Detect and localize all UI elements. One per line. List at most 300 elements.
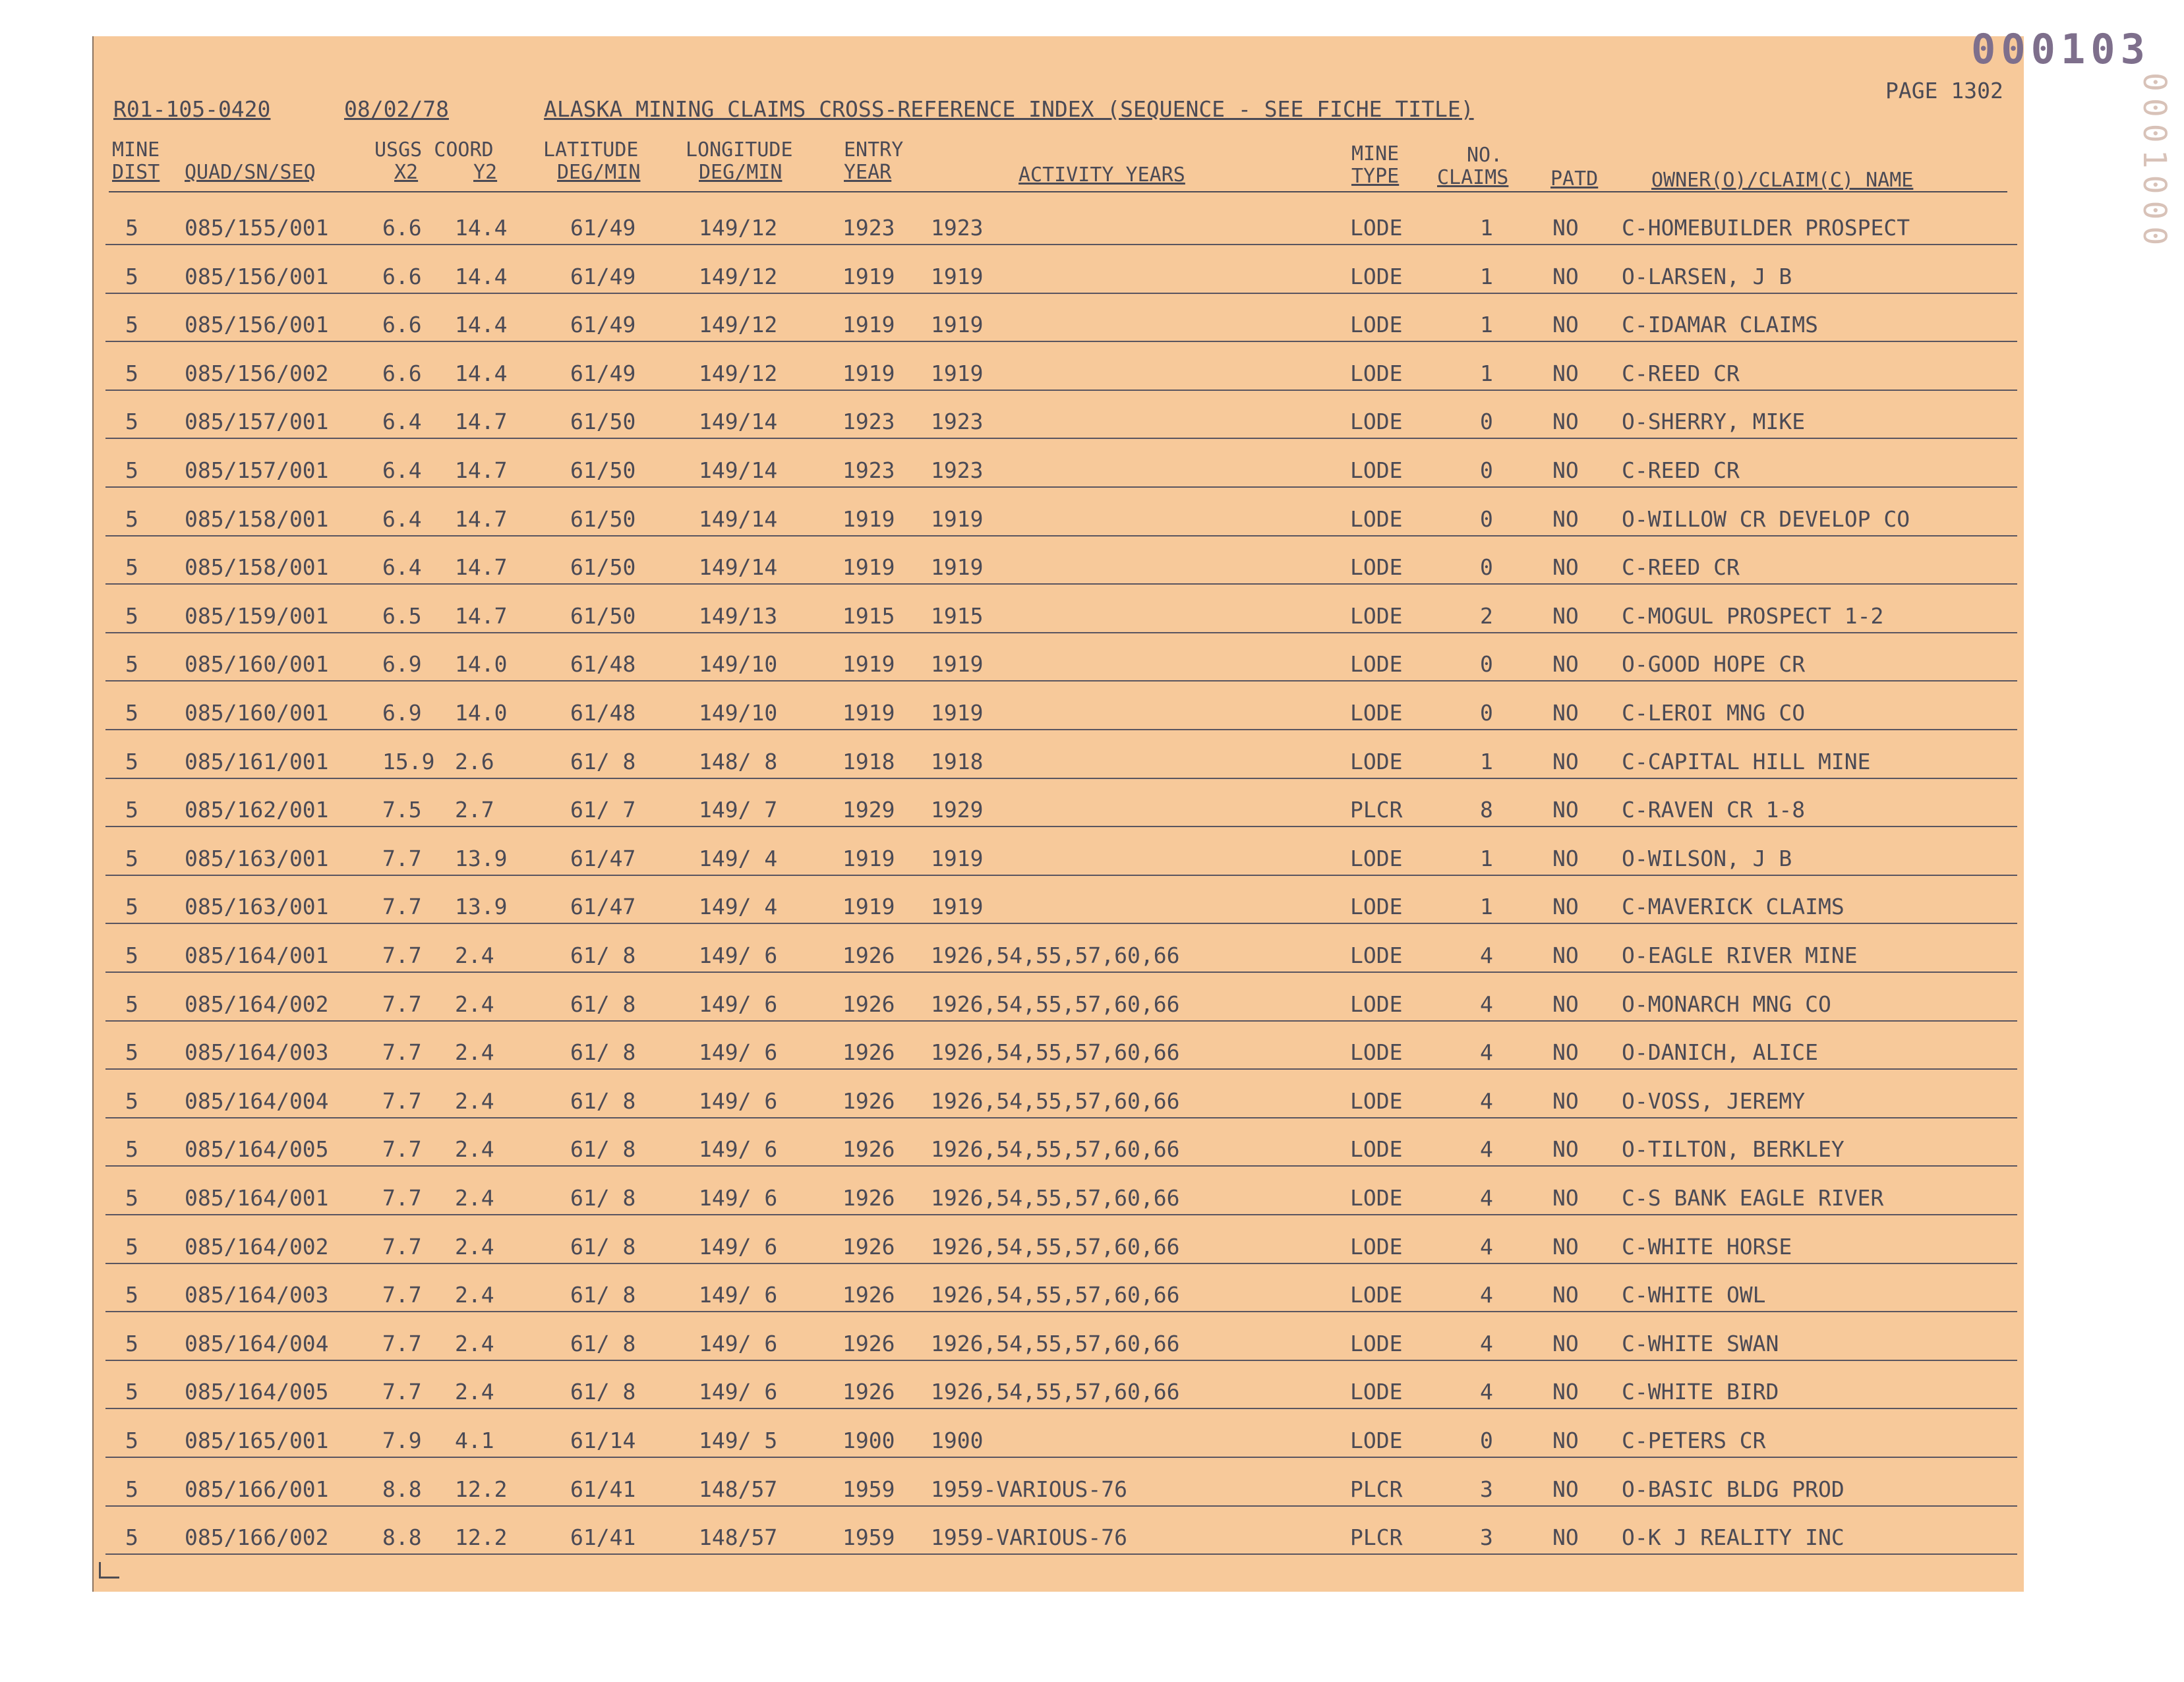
usgs-y2-cell: 4.1 bbox=[455, 1428, 494, 1453]
col-header-lon-unit: DEG/MIN bbox=[699, 161, 782, 184]
row-rule bbox=[105, 583, 2017, 585]
dist-cell: 5 bbox=[125, 215, 138, 241]
owner-claim-name-cell: O-MONARCH MNG CO bbox=[1622, 991, 1831, 1017]
claims-count-cell: 1 bbox=[1480, 215, 1493, 241]
activity-years-cell: 1919 bbox=[931, 360, 984, 386]
row-rule bbox=[105, 438, 2017, 439]
dist-cell: 5 bbox=[125, 748, 138, 774]
claims-count-cell: 1 bbox=[1480, 748, 1493, 774]
latitude-cell: 61/47 bbox=[570, 845, 636, 871]
dist-cell: 5 bbox=[125, 1282, 138, 1308]
owner-claim-name-cell: O-SHERRY, MIKE bbox=[1622, 409, 1806, 435]
longitude-cell: 149/12 bbox=[699, 312, 778, 338]
mine-type-cell: LODE bbox=[1350, 1185, 1403, 1211]
mine-type-cell: LODE bbox=[1350, 748, 1403, 774]
usgs-y2-cell: 2.4 bbox=[455, 1330, 494, 1356]
usgs-y2-cell: 2.4 bbox=[455, 942, 494, 968]
latitude-cell: 61/ 8 bbox=[570, 1330, 636, 1356]
entry-year-cell: 1919 bbox=[842, 263, 895, 289]
quad-sn-seq-cell: 085/164/002 bbox=[185, 991, 329, 1017]
usgs-x2-cell: 6.9 bbox=[382, 700, 422, 726]
claims-count-cell: 0 bbox=[1480, 457, 1493, 483]
entry-year-cell: 1959 bbox=[842, 1476, 895, 1502]
quad-sn-seq-cell: 085/166/001 bbox=[185, 1476, 329, 1502]
usgs-x2-cell: 6.9 bbox=[382, 651, 422, 678]
latitude-cell: 61/49 bbox=[570, 360, 636, 386]
owner-claim-name-cell: C-REED CR bbox=[1622, 554, 1740, 581]
mine-type-cell: LODE bbox=[1350, 700, 1403, 726]
claims-count-cell: 0 bbox=[1480, 506, 1493, 532]
col-header-no: NO. bbox=[1467, 144, 1503, 167]
mine-type-cell: LODE bbox=[1350, 894, 1403, 920]
usgs-y2-cell: 2.7 bbox=[455, 797, 494, 823]
owner-claim-name-cell: O-GOOD HOPE CR bbox=[1622, 651, 1806, 678]
usgs-y2-cell: 2.4 bbox=[455, 1233, 494, 1260]
row-rule bbox=[105, 923, 2017, 924]
usgs-y2-cell: 2.4 bbox=[455, 1185, 494, 1211]
claims-count-cell: 1 bbox=[1480, 360, 1493, 386]
entry-year-cell: 1915 bbox=[842, 602, 895, 629]
table-row bbox=[0, 1270, 2184, 1319]
row-rule bbox=[105, 486, 2017, 488]
col-header-latitude: LATITUDE bbox=[543, 138, 639, 161]
patented-cell: NO bbox=[1552, 1233, 1579, 1260]
table-row bbox=[0, 1124, 2184, 1173]
patented-cell: NO bbox=[1552, 312, 1579, 338]
claims-count-cell: 0 bbox=[1480, 1428, 1493, 1453]
longitude-cell: 149/14 bbox=[699, 409, 778, 435]
activity-years-cell: 1923 bbox=[931, 215, 984, 241]
usgs-x2-cell: 6.4 bbox=[382, 457, 422, 483]
activity-years-cell: 1959-VARIOUS-76 bbox=[931, 1524, 1128, 1551]
quad-sn-seq-cell: 085/157/001 bbox=[185, 409, 329, 435]
patented-cell: NO bbox=[1552, 797, 1579, 823]
claims-count-cell: 4 bbox=[1480, 1233, 1493, 1260]
longitude-cell: 149/ 6 bbox=[699, 942, 778, 968]
quad-sn-seq-cell: 085/157/001 bbox=[185, 457, 329, 483]
patented-cell: NO bbox=[1552, 506, 1579, 532]
row-rule bbox=[105, 1505, 2017, 1507]
owner-claim-name-cell: O-BASIC BLDG PROD bbox=[1622, 1476, 1845, 1502]
activity-years-cell: 1926,54,55,57,60,66 bbox=[931, 1233, 1180, 1260]
activity-years-cell: 1915 bbox=[931, 602, 984, 629]
entry-year-cell: 1926 bbox=[842, 1185, 895, 1211]
activity-years-cell: 1926,54,55,57,60,66 bbox=[931, 1185, 1180, 1211]
table-row bbox=[0, 591, 2184, 640]
row-rule bbox=[105, 1360, 2017, 1361]
dist-cell: 5 bbox=[125, 360, 138, 386]
usgs-y2-cell: 2.4 bbox=[455, 1379, 494, 1405]
owner-claim-name-cell: C-WHITE SWAN bbox=[1622, 1330, 1779, 1356]
entry-year-cell: 1926 bbox=[842, 1039, 895, 1066]
quad-sn-seq-cell: 085/164/001 bbox=[185, 942, 329, 968]
patented-cell: NO bbox=[1552, 1136, 1579, 1163]
quad-sn-seq-cell: 085/165/001 bbox=[185, 1428, 329, 1453]
table-row bbox=[0, 300, 2184, 349]
row-rule bbox=[105, 1068, 2017, 1070]
mine-type-cell: PLCR bbox=[1350, 1524, 1403, 1551]
entry-year-cell: 1919 bbox=[842, 360, 895, 386]
entry-year-cell: 1926 bbox=[842, 991, 895, 1017]
row-rule bbox=[105, 1165, 2017, 1167]
table-row bbox=[0, 1028, 2184, 1076]
dist-cell: 5 bbox=[125, 845, 138, 871]
usgs-x2-cell: 7.5 bbox=[382, 797, 422, 823]
dist-cell: 5 bbox=[125, 651, 138, 678]
usgs-x2-cell: 7.7 bbox=[382, 1233, 422, 1260]
usgs-x2-cell: 6.6 bbox=[382, 263, 422, 289]
page-number: PAGE 1302 bbox=[1885, 78, 2003, 103]
activity-years-cell: 1919 bbox=[931, 263, 984, 289]
activity-years-cell: 1959-VARIOUS-76 bbox=[931, 1476, 1128, 1502]
usgs-x2-cell: 7.7 bbox=[382, 1330, 422, 1356]
patented-cell: NO bbox=[1552, 360, 1579, 386]
quad-sn-seq-cell: 085/163/001 bbox=[185, 894, 329, 920]
owner-claim-name-cell: C-MAVERICK CLAIMS bbox=[1622, 894, 1845, 920]
claims-count-cell: 4 bbox=[1480, 1088, 1493, 1114]
patented-cell: NO bbox=[1552, 409, 1579, 435]
usgs-x2-cell: 6.6 bbox=[382, 312, 422, 338]
activity-years-cell: 1900 bbox=[931, 1428, 984, 1453]
row-rule bbox=[105, 1117, 2017, 1118]
dist-cell: 5 bbox=[125, 1185, 138, 1211]
row-rule bbox=[105, 632, 2017, 633]
dist-cell: 5 bbox=[125, 1330, 138, 1356]
entry-year-cell: 1926 bbox=[842, 1088, 895, 1114]
owner-claim-name-cell: C-IDAMAR CLAIMS bbox=[1622, 312, 1819, 338]
latitude-cell: 61/50 bbox=[570, 602, 636, 629]
mine-type-cell: LODE bbox=[1350, 1233, 1403, 1260]
entry-year-cell: 1926 bbox=[842, 1330, 895, 1356]
latitude-cell: 61/47 bbox=[570, 894, 636, 920]
longitude-cell: 149/ 4 bbox=[699, 845, 778, 871]
usgs-y2-cell: 2.4 bbox=[455, 991, 494, 1017]
claims-count-cell: 0 bbox=[1480, 700, 1493, 726]
usgs-y2-cell: 12.2 bbox=[455, 1476, 508, 1502]
col-header-entry: ENTRY bbox=[844, 138, 904, 161]
longitude-cell: 149/12 bbox=[699, 215, 778, 241]
mine-type-cell: LODE bbox=[1350, 554, 1403, 581]
entry-year-cell: 1923 bbox=[842, 215, 895, 241]
longitude-cell: 149/14 bbox=[699, 506, 778, 532]
row-rule bbox=[105, 1457, 2017, 1458]
table-row bbox=[0, 446, 2184, 494]
table-row bbox=[0, 1464, 2184, 1513]
claims-count-cell: 4 bbox=[1480, 991, 1493, 1017]
latitude-cell: 61/49 bbox=[570, 263, 636, 289]
entry-year-cell: 1929 bbox=[842, 797, 895, 823]
side-stamp: 0001000 bbox=[2136, 72, 2173, 252]
latitude-cell: 61/ 8 bbox=[570, 1039, 636, 1066]
patented-cell: NO bbox=[1552, 1039, 1579, 1066]
quad-sn-seq-cell: 085/158/001 bbox=[185, 506, 329, 532]
claims-count-cell: 0 bbox=[1480, 651, 1493, 678]
col-header-mine: MINE bbox=[112, 138, 160, 161]
table-row bbox=[0, 785, 2184, 834]
latitude-cell: 61/ 8 bbox=[570, 1233, 636, 1260]
latitude-cell: 61/50 bbox=[570, 506, 636, 532]
owner-claim-name-cell: C-LEROI MNG CO bbox=[1622, 700, 1806, 726]
patented-cell: NO bbox=[1552, 1379, 1579, 1405]
row-rule bbox=[105, 875, 2017, 876]
row-rule bbox=[105, 778, 2017, 779]
dist-cell: 5 bbox=[125, 457, 138, 483]
activity-years-cell: 1918 bbox=[931, 748, 984, 774]
activity-years-cell: 1929 bbox=[931, 797, 984, 823]
usgs-y2-cell: 14.7 bbox=[455, 554, 508, 581]
latitude-cell: 61/49 bbox=[570, 215, 636, 241]
quad-sn-seq-cell: 085/164/005 bbox=[185, 1379, 329, 1405]
claims-count-cell: 4 bbox=[1480, 1185, 1493, 1211]
table-row bbox=[0, 252, 2184, 301]
latitude-cell: 61/ 8 bbox=[570, 1136, 636, 1163]
dist-cell: 5 bbox=[125, 942, 138, 968]
quad-sn-seq-cell: 085/156/002 bbox=[185, 360, 329, 386]
col-header-activity-years: ACTIVITY YEARS bbox=[1018, 163, 1185, 187]
dist-cell: 5 bbox=[125, 797, 138, 823]
table-row bbox=[0, 349, 2184, 397]
latitude-cell: 61/41 bbox=[570, 1476, 636, 1502]
col-header-dist: DIST bbox=[112, 161, 160, 184]
owner-claim-name-cell: C-CAPITAL HILL MINE bbox=[1622, 748, 1871, 774]
longitude-cell: 149/ 4 bbox=[699, 894, 778, 920]
quad-sn-seq-cell: 085/156/001 bbox=[185, 263, 329, 289]
row-rule bbox=[105, 1311, 2017, 1312]
claims-count-cell: 4 bbox=[1480, 1330, 1493, 1356]
table-row bbox=[0, 1513, 2184, 1561]
row-rule bbox=[105, 729, 2017, 730]
col-header-claims: CLAIMS bbox=[1437, 166, 1509, 189]
owner-claim-name-cell: C-HOMEBUILDER PROSPECT bbox=[1622, 215, 1910, 241]
claims-count-cell: 1 bbox=[1480, 894, 1493, 920]
entry-year-cell: 1919 bbox=[842, 312, 895, 338]
owner-claim-name-cell: C-PETERS CR bbox=[1622, 1428, 1766, 1453]
latitude-cell: 61/ 8 bbox=[570, 991, 636, 1017]
latitude-cell: 61/49 bbox=[570, 312, 636, 338]
dist-cell: 5 bbox=[125, 1379, 138, 1405]
usgs-y2-cell: 2.4 bbox=[455, 1282, 494, 1308]
mine-type-cell: LODE bbox=[1350, 942, 1403, 968]
patented-cell: NO bbox=[1552, 991, 1579, 1017]
patented-cell: NO bbox=[1552, 894, 1579, 920]
activity-years-cell: 1926,54,55,57,60,66 bbox=[931, 1136, 1180, 1163]
patented-cell: NO bbox=[1552, 845, 1579, 871]
longitude-cell: 149/10 bbox=[699, 700, 778, 726]
usgs-x2-cell: 7.7 bbox=[382, 894, 422, 920]
mine-type-cell: LODE bbox=[1350, 312, 1403, 338]
dist-cell: 5 bbox=[125, 409, 138, 435]
owner-claim-name-cell: O-LARSEN, J B bbox=[1622, 263, 1792, 289]
mine-type-cell: LODE bbox=[1350, 263, 1403, 289]
row-rule bbox=[105, 1020, 2017, 1022]
activity-years-cell: 1919 bbox=[931, 312, 984, 338]
usgs-y2-cell: 14.0 bbox=[455, 651, 508, 678]
owner-claim-name-cell: C-WHITE HORSE bbox=[1622, 1233, 1792, 1260]
row-rule bbox=[105, 1408, 2017, 1409]
entry-year-cell: 1900 bbox=[842, 1428, 895, 1453]
claims-count-cell: 1 bbox=[1480, 845, 1493, 871]
quad-sn-seq-cell: 085/163/001 bbox=[185, 845, 329, 871]
owner-claim-name-cell: C-REED CR bbox=[1622, 360, 1740, 386]
owner-claim-name-cell: O-WILSON, J B bbox=[1622, 845, 1792, 871]
table-row bbox=[0, 979, 2184, 1028]
latitude-cell: 61/50 bbox=[570, 554, 636, 581]
mine-type-cell: LODE bbox=[1350, 360, 1403, 386]
table-row bbox=[0, 834, 2184, 883]
quad-sn-seq-cell: 085/158/001 bbox=[185, 554, 329, 581]
quad-sn-seq-cell: 085/159/001 bbox=[185, 602, 329, 629]
usgs-y2-cell: 14.7 bbox=[455, 457, 508, 483]
owner-claim-name-cell: C-WHITE BIRD bbox=[1622, 1379, 1779, 1405]
document-stamp-number: 000103 bbox=[1971, 25, 2150, 73]
owner-claim-name-cell: O-VOSS, JEREMY bbox=[1622, 1088, 1806, 1114]
longitude-cell: 148/ 8 bbox=[699, 748, 778, 774]
latitude-cell: 61/ 8 bbox=[570, 1185, 636, 1211]
usgs-y2-cell: 2.4 bbox=[455, 1136, 494, 1163]
activity-years-cell: 1926,54,55,57,60,66 bbox=[931, 1282, 1180, 1308]
usgs-x2-cell: 6.4 bbox=[382, 409, 422, 435]
usgs-y2-cell: 14.0 bbox=[455, 700, 508, 726]
usgs-y2-cell: 2.4 bbox=[455, 1039, 494, 1066]
table-row bbox=[0, 542, 2184, 591]
entry-year-cell: 1926 bbox=[842, 1136, 895, 1163]
claims-count-cell: 3 bbox=[1480, 1524, 1493, 1551]
owner-claim-name-cell: C-MOGUL PROSPECT 1-2 bbox=[1622, 602, 1884, 629]
activity-years-cell: 1919 bbox=[931, 506, 984, 532]
patented-cell: NO bbox=[1552, 1088, 1579, 1114]
usgs-x2-cell: 6.4 bbox=[382, 506, 422, 532]
row-rule bbox=[105, 680, 2017, 682]
usgs-y2-cell: 14.7 bbox=[455, 409, 508, 435]
patented-cell: NO bbox=[1552, 1330, 1579, 1356]
patented-cell: NO bbox=[1552, 1428, 1579, 1453]
mine-type-cell: PLCR bbox=[1350, 1476, 1403, 1502]
col-header-year: YEAR bbox=[844, 161, 892, 184]
longitude-cell: 149/ 6 bbox=[699, 1185, 778, 1211]
activity-years-cell: 1923 bbox=[931, 457, 984, 483]
usgs-x2-cell: 6.5 bbox=[382, 602, 422, 629]
report-date: 08/02/78 bbox=[344, 96, 449, 122]
entry-year-cell: 1923 bbox=[842, 409, 895, 435]
dist-cell: 5 bbox=[125, 1088, 138, 1114]
col-header-x2: X2 bbox=[394, 161, 419, 184]
patented-cell: NO bbox=[1552, 554, 1579, 581]
claims-count-cell: 0 bbox=[1480, 554, 1493, 581]
usgs-x2-cell: 7.7 bbox=[382, 991, 422, 1017]
claims-count-cell: 4 bbox=[1480, 942, 1493, 968]
longitude-cell: 149/10 bbox=[699, 651, 778, 678]
table-row bbox=[0, 1076, 2184, 1125]
activity-years-cell: 1926,54,55,57,60,66 bbox=[931, 991, 1180, 1017]
entry-year-cell: 1919 bbox=[842, 651, 895, 678]
latitude-cell: 61/14 bbox=[570, 1428, 636, 1453]
entry-year-cell: 1919 bbox=[842, 506, 895, 532]
dist-cell: 5 bbox=[125, 312, 138, 338]
latitude-cell: 61/ 8 bbox=[570, 748, 636, 774]
mine-type-cell: LODE bbox=[1350, 1282, 1403, 1308]
dist-cell: 5 bbox=[125, 263, 138, 289]
row-rule bbox=[105, 972, 2017, 973]
mine-type-cell: LODE bbox=[1350, 1136, 1403, 1163]
claims-count-cell: 1 bbox=[1480, 263, 1493, 289]
dist-cell: 5 bbox=[125, 1233, 138, 1260]
entry-year-cell: 1919 bbox=[842, 845, 895, 871]
row-rule bbox=[105, 535, 2017, 536]
table-row bbox=[0, 203, 2184, 252]
patented-cell: NO bbox=[1552, 700, 1579, 726]
activity-years-cell: 1926,54,55,57,60,66 bbox=[931, 1088, 1180, 1114]
activity-years-cell: 1923 bbox=[931, 409, 984, 435]
latitude-cell: 61/ 8 bbox=[570, 1379, 636, 1405]
table-row bbox=[0, 494, 2184, 543]
dist-cell: 5 bbox=[125, 1524, 138, 1551]
table-row bbox=[0, 1319, 2184, 1368]
longitude-cell: 149/14 bbox=[699, 554, 778, 581]
row-rule bbox=[105, 390, 2017, 391]
usgs-x2-cell: 8.8 bbox=[382, 1476, 422, 1502]
mine-type-cell: LODE bbox=[1350, 457, 1403, 483]
usgs-x2-cell: 7.7 bbox=[382, 942, 422, 968]
usgs-y2-cell: 2.4 bbox=[455, 1088, 494, 1114]
row-rule bbox=[105, 826, 2017, 827]
mine-type-cell: LODE bbox=[1350, 991, 1403, 1017]
activity-years-cell: 1919 bbox=[931, 651, 984, 678]
col-header-mine-type-1: MINE bbox=[1351, 142, 1400, 165]
table-row bbox=[0, 931, 2184, 979]
latitude-cell: 61/41 bbox=[570, 1524, 636, 1551]
col-header-lat-unit: DEG/MIN bbox=[557, 161, 641, 184]
col-header-longitude: LONGITUDE bbox=[686, 138, 793, 161]
latitude-cell: 61/48 bbox=[570, 700, 636, 726]
table-row bbox=[0, 1222, 2184, 1271]
usgs-x2-cell: 7.7 bbox=[382, 1039, 422, 1066]
entry-year-cell: 1918 bbox=[842, 748, 895, 774]
usgs-x2-cell: 7.9 bbox=[382, 1428, 422, 1453]
quad-sn-seq-cell: 085/160/001 bbox=[185, 700, 329, 726]
usgs-y2-cell: 14.7 bbox=[455, 602, 508, 629]
quad-sn-seq-cell: 085/161/001 bbox=[185, 748, 329, 774]
row-rule bbox=[105, 293, 2017, 294]
entry-year-cell: 1959 bbox=[842, 1524, 895, 1551]
owner-claim-name-cell: O-WILLOW CR DEVELOP CO bbox=[1622, 506, 1910, 532]
quad-sn-seq-cell: 085/164/002 bbox=[185, 1233, 329, 1260]
dist-cell: 5 bbox=[125, 554, 138, 581]
activity-years-cell: 1919 bbox=[931, 700, 984, 726]
mine-type-cell: LODE bbox=[1350, 1088, 1403, 1114]
patented-cell: NO bbox=[1552, 457, 1579, 483]
usgs-y2-cell: 14.4 bbox=[455, 360, 508, 386]
owner-claim-name-cell: C-WHITE OWL bbox=[1622, 1282, 1766, 1308]
usgs-x2-cell: 7.7 bbox=[382, 1282, 422, 1308]
claims-count-cell: 4 bbox=[1480, 1379, 1493, 1405]
report-id: R01-105-0420 bbox=[113, 96, 271, 122]
row-rule bbox=[105, 1263, 2017, 1264]
mine-type-cell: LODE bbox=[1350, 602, 1403, 629]
entry-year-cell: 1919 bbox=[842, 700, 895, 726]
patented-cell: NO bbox=[1552, 748, 1579, 774]
owner-claim-name-cell: O-EAGLE RIVER MINE bbox=[1622, 942, 1858, 968]
longitude-cell: 148/57 bbox=[699, 1524, 778, 1551]
usgs-y2-cell: 14.4 bbox=[455, 215, 508, 241]
activity-years-cell: 1919 bbox=[931, 894, 984, 920]
col-header-usgs-coord: USGS COORD bbox=[374, 138, 494, 161]
longitude-cell: 149/ 6 bbox=[699, 1330, 778, 1356]
usgs-x2-cell: 8.8 bbox=[382, 1524, 422, 1551]
patented-cell: NO bbox=[1552, 1476, 1579, 1502]
quad-sn-seq-cell: 085/156/001 bbox=[185, 312, 329, 338]
patented-cell: NO bbox=[1552, 1282, 1579, 1308]
latitude-cell: 61/50 bbox=[570, 409, 636, 435]
